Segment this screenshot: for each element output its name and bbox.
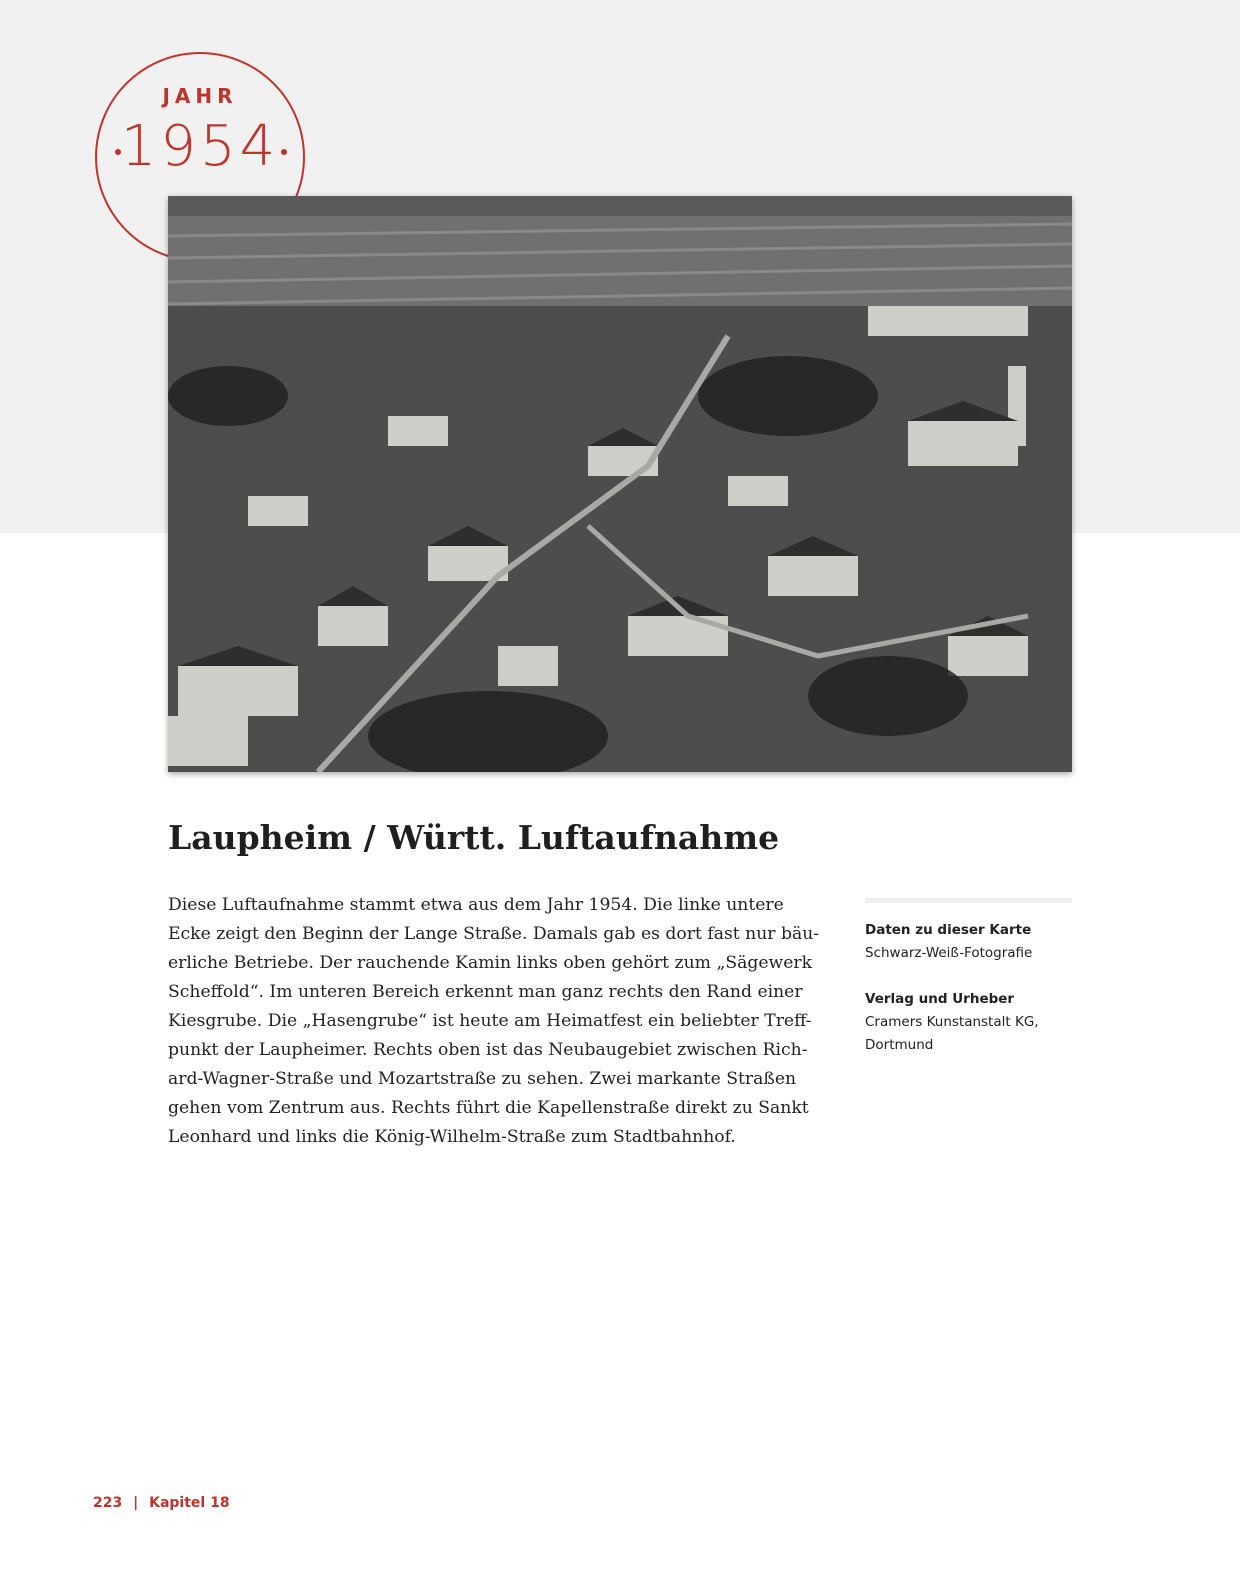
year-number: 1954 bbox=[120, 114, 280, 179]
aerial-photo bbox=[168, 196, 1072, 772]
year-dot-left bbox=[115, 149, 121, 155]
info-value-publisher-2: Dortmund bbox=[865, 1037, 934, 1053]
year-dot-right bbox=[281, 149, 287, 155]
info-heading-data: Daten zu dieser Karte bbox=[865, 922, 1032, 938]
page-number: 223 bbox=[93, 1495, 123, 1511]
page-footer bbox=[93, 1495, 236, 1511]
chapter-label: Kapitel 18 bbox=[149, 1495, 230, 1511]
body-line: Scheffold“. Im unteren Bereich erkennt man ganz rechts den Rand einer bbox=[168, 982, 803, 1002]
info-group-data bbox=[865, 919, 1072, 965]
horizon-band bbox=[168, 196, 1072, 216]
body-line: Diese Luftaufnahme stammt etwa aus dem Jahr 1954. Die linke untere bbox=[168, 895, 784, 915]
body-line: punkt der Laupheimer. Rechts oben ist das Neubaugebiet zwischen Rich- bbox=[168, 1040, 808, 1060]
body-line: erliche Betriebe. Der rauchende Kamin links oben gehört zum „Sägewerk bbox=[168, 953, 813, 973]
body-line: Ecke zeigt den Beginn der Lange Straße. Damals gab es dort fast nur bäu- bbox=[168, 924, 820, 944]
article-body bbox=[168, 891, 820, 1152]
body-line: Leonhard und links die König-Wilhelm-Straße zum Stadtbahnhof. bbox=[168, 1127, 736, 1147]
info-value-publisher-1: Cramers Kunstanstalt KG, bbox=[865, 1014, 1039, 1030]
body-line: ard-Wagner-Straße und Mozartstraße zu sehen. Zwei markante Straßen bbox=[168, 1069, 797, 1089]
footer-separator: | bbox=[133, 1495, 139, 1511]
body-line: Kiesgrube. Die „Hasengrube“ ist heute am Heimatfest ein beliebter Treff- bbox=[168, 1011, 812, 1031]
article-title: Laupheim / Württ. Luftaufnahme bbox=[168, 818, 780, 857]
info-sidebar bbox=[865, 898, 1072, 1057]
info-heading-publisher: Verlag und Urheber bbox=[865, 991, 1015, 1007]
aerial-photo-illustration bbox=[168, 196, 1072, 772]
info-group-publisher bbox=[865, 988, 1072, 1057]
info-value-data: Schwarz-Weiß-Fotografie bbox=[865, 945, 1033, 961]
body-line: gehen vom Zentrum aus. Rechts führt die Kapellenstraße direkt zu Sankt bbox=[168, 1098, 809, 1118]
year-label: JAHR bbox=[162, 84, 238, 108]
